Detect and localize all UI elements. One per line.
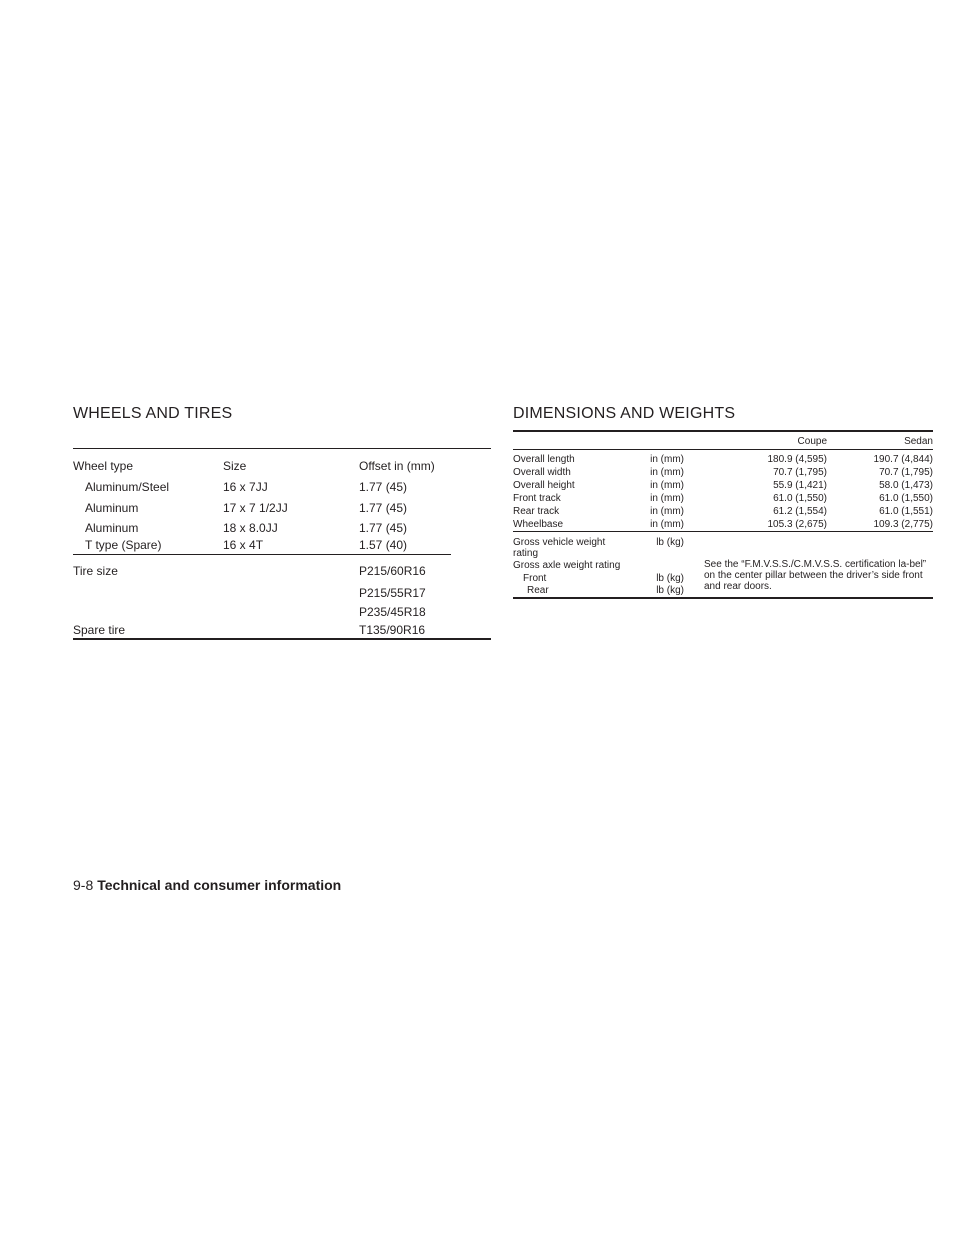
dim-sedan: 190.7 (4,844)	[873, 454, 933, 465]
wheel-type-cell: Aluminum	[85, 521, 139, 535]
dim-sedan: 58.0 (1,473)	[879, 480, 933, 491]
dim-unit: in (mm)	[650, 506, 684, 517]
dim-unit: in (mm)	[650, 454, 684, 465]
dim-unit: in (mm)	[650, 480, 684, 491]
wheel-offset-cell: 1.77 (45)	[359, 501, 408, 515]
header-wheel-type: Wheel type	[73, 459, 134, 473]
dim-label: Overall height	[513, 480, 575, 491]
gawr-front-unit: lb (kg)	[656, 573, 684, 584]
tire-size-value: P215/55R17	[359, 586, 426, 600]
gawr-rear-label: Rear	[527, 585, 549, 596]
dim-unit: in (mm)	[650, 519, 684, 530]
dim-coupe: 61.2 (1,554)	[773, 506, 827, 517]
page-number: 9-8	[73, 877, 94, 893]
header-sedan: Sedan	[904, 436, 933, 447]
dim-sedan: 61.0 (1,551)	[879, 506, 933, 517]
spare-tire-value: T135/90R16	[359, 623, 426, 637]
dim-coupe: 61.0 (1,550)	[773, 493, 827, 504]
header-coupe: Coupe	[797, 436, 827, 447]
page-footer	[73, 877, 341, 893]
wheels-tires-table	[73, 448, 491, 642]
dim-sedan: 109.3 (2,775)	[873, 519, 933, 530]
dimensions-weights-title: DIMENSIONS AND WEIGHTS	[513, 405, 736, 422]
gawr-rear-unit: lb (kg)	[656, 585, 684, 596]
wheel-size-cell: 17 x 7 1/2JJ	[223, 501, 288, 515]
dim-sedan: 61.0 (1,550)	[879, 493, 933, 504]
dim-coupe: 105.3 (2,675)	[767, 519, 827, 530]
header-offset: Offset in (mm)	[359, 459, 435, 473]
dim-coupe: 70.7 (1,795)	[773, 467, 827, 478]
tire-size-label: Tire size	[73, 564, 118, 578]
certification-label-note: See the “F.M.V.S.S./C.M.V.S.S. certification la-bel” on the center pillar between the driver’s side front and rear doors.	[704, 559, 927, 592]
tire-size-value: P235/45R18	[359, 605, 426, 619]
table-mid-rule	[513, 531, 933, 532]
gawr-label: Gross axle weight rating	[513, 560, 621, 571]
dim-unit: in (mm)	[650, 493, 684, 504]
wheel-offset-cell: 1.77 (45)	[359, 480, 408, 494]
dim-label: Rear track	[513, 506, 560, 517]
wheel-size-cell: 16 x 4T	[223, 538, 264, 552]
dim-coupe: 180.9 (4,595)	[767, 454, 827, 465]
wheel-type-cell: Aluminum	[85, 501, 139, 515]
wheel-type-cell: T type (Spare)	[85, 538, 162, 552]
dimensions-table	[513, 430, 933, 600]
wheel-type-cell: Aluminum/Steel	[85, 480, 170, 494]
table-top-rule	[513, 430, 933, 432]
header-size: Size	[223, 459, 247, 473]
dim-label: Overall width	[513, 467, 571, 478]
dim-label: Wheelbase	[513, 519, 564, 530]
gawr-front-label: Front	[523, 573, 547, 584]
section-title: Technical and consumer information	[97, 877, 342, 893]
table-bottom-rule	[513, 597, 933, 599]
wheels-tires-title: WHEELS AND TIRES	[73, 405, 233, 422]
spare-tire-label: Spare tire	[73, 623, 126, 637]
dim-label: Front track	[513, 493, 561, 504]
gvwr-unit: lb (kg)	[656, 537, 684, 548]
wheel-size-cell: 16 x 7JJ	[223, 480, 268, 494]
wheel-offset-cell: 1.77 (45)	[359, 521, 408, 535]
dim-label: Overall length	[513, 454, 575, 465]
table-mid-rule	[73, 554, 451, 555]
wheel-size-cell: 18 x 8.0JJ	[223, 521, 278, 535]
dim-unit: in (mm)	[650, 467, 684, 478]
wheel-offset-cell: 1.57 (40)	[359, 538, 408, 552]
dim-sedan: 70.7 (1,795)	[879, 467, 933, 478]
header-rule	[513, 449, 933, 450]
gvwr-label-cont: rating	[513, 548, 539, 559]
dim-coupe: 55.9 (1,421)	[773, 480, 827, 491]
table-bottom-rule	[73, 638, 491, 640]
gvwr-label: Gross vehicle weight	[513, 537, 606, 548]
table-top-rule	[73, 448, 491, 449]
tire-size-value: P215/60R16	[359, 564, 426, 578]
